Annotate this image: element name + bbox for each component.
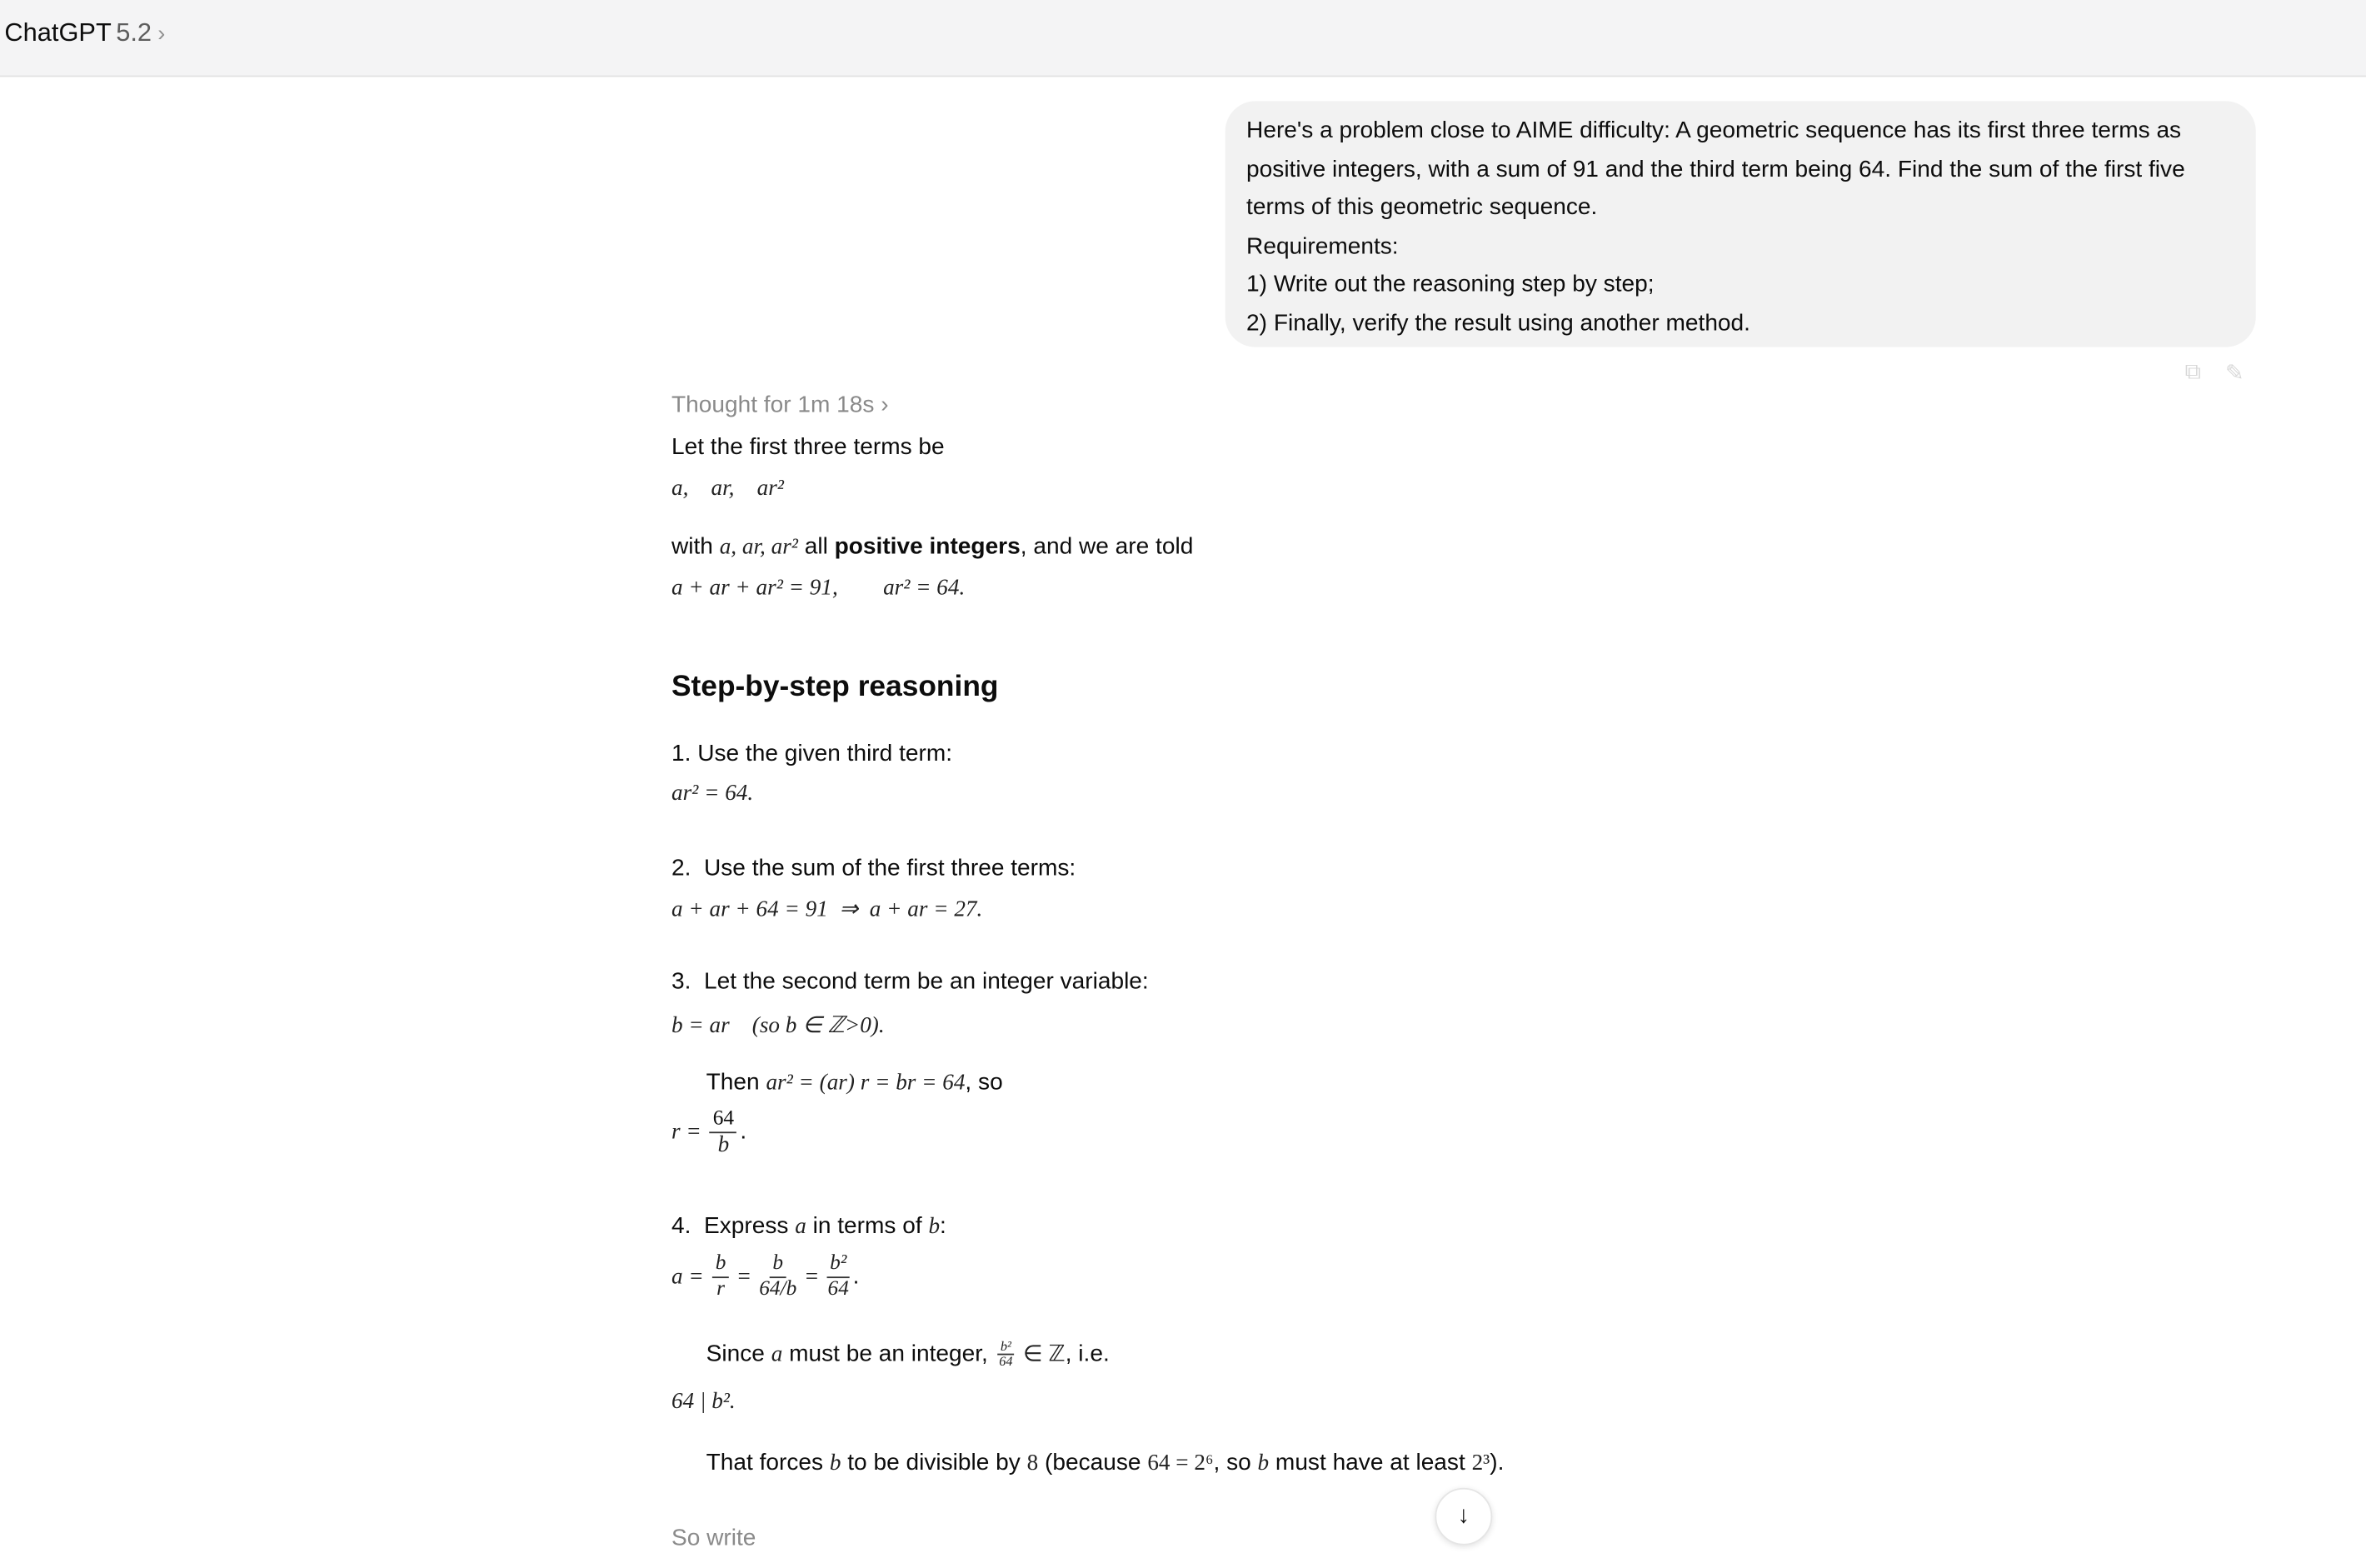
math: a, ar, ar² (719, 535, 798, 560)
arrow-down-icon: ↓ (1457, 1502, 1470, 1529)
chevron-right-icon: › (157, 21, 166, 47)
thought-toggle[interactable] (671, 392, 889, 420)
chevron-right-icon: › (881, 392, 889, 418)
math: ∈ ℤ (1017, 1342, 1066, 1367)
r-formula: r = $\frac{64}{b}$ . (671, 1107, 747, 1158)
step-2: 2. Use the sum of the first three terms: (671, 855, 1076, 881)
numerator: 64 (710, 1107, 737, 1133)
numerator: b (770, 1252, 786, 1278)
step-3-math: b = ar (so b ∈ ℤ>0). (671, 1014, 885, 1039)
with-line (671, 534, 1193, 562)
text: (because (1038, 1450, 1148, 1476)
then-line (706, 1070, 1003, 1097)
math: 64 = 2⁶ (1147, 1451, 1214, 1476)
top-bar (0, 0, 2366, 77)
step-1: 1. Use the given third term: (671, 741, 953, 767)
text: Then (706, 1070, 766, 1096)
intro-text: Let the first three terms be (671, 434, 945, 461)
numerator: b² (826, 1252, 850, 1278)
text: must have at least (1269, 1450, 1472, 1476)
text: , and we are told (1020, 534, 1194, 560)
text: That forces (706, 1450, 830, 1476)
math: b (829, 1451, 841, 1476)
step-4 (671, 1213, 946, 1241)
user-message (1225, 101, 2256, 347)
numerator: b (712, 1252, 729, 1278)
since-line (706, 1340, 1110, 1369)
step-2-math: a + ar + 64 = 91 ⇒ a + ar = 27. (671, 897, 983, 922)
text: Since (706, 1341, 771, 1367)
step-1-math: ar² = 64. (671, 782, 754, 806)
given-math: a + ar + ar² = 91, ar² = 64. (671, 576, 966, 601)
message-line: positive integers, with a sum of 91 and the third term being 64. Find the sum of the first five (1246, 156, 2185, 182)
message-line: terms of this geometric sequence. (1246, 194, 1598, 221)
text: must be an integer, (782, 1341, 995, 1367)
math: b (1257, 1451, 1270, 1476)
step-3: 3. Let the second term be an integer variable: (671, 968, 1149, 995)
denominator: 64 (999, 1354, 1013, 1370)
forces-line (706, 1451, 1505, 1478)
so-write-text: So write (671, 1526, 756, 1551)
model-version: 5.2 (116, 17, 152, 47)
divides-math: 64 | b². (671, 1390, 736, 1415)
text: all (797, 534, 835, 560)
math: r = (671, 1120, 707, 1145)
scroll-to-bottom-button[interactable] (1435, 1488, 1492, 1546)
copy-icon[interactable]: ⧉ (2184, 359, 2202, 385)
math: a (795, 1215, 806, 1239)
text: , so (1213, 1450, 1258, 1476)
text: 4. Express (671, 1213, 796, 1239)
math: 8 (1026, 1451, 1039, 1476)
section-heading: Step-by-step reasoning (671, 670, 999, 704)
math: 2³ (1471, 1451, 1490, 1476)
text: : (940, 1213, 946, 1239)
math: b (928, 1215, 941, 1239)
text: ). (1490, 1450, 1505, 1476)
bold-text: positive integers (834, 534, 1021, 560)
text: to be divisible by (841, 1450, 1027, 1476)
message-line: 1) Write out the reasoning step by step; (1246, 272, 1655, 298)
numerator: b² (997, 1341, 1014, 1356)
math: ar² = (ar) r = br = 64 (766, 1071, 966, 1096)
text: with (671, 534, 720, 560)
message-line: Here's a problem close to AIME difficulty: A geometric sequence has its first three terms as (1246, 117, 2182, 144)
message-line: Requirements: (1246, 233, 1399, 260)
model-selector[interactable] (4, 18, 165, 48)
text: , i.e. (1065, 1341, 1110, 1367)
terms-math: a, ar, ar² (671, 477, 784, 502)
edit-icon[interactable]: ✎ (2225, 360, 2244, 387)
denominator: r (716, 1278, 725, 1301)
math: a (771, 1342, 783, 1367)
denominator: 64 (827, 1278, 849, 1301)
math: a = (671, 1265, 710, 1290)
message-line: 2) Finally, verify the result using another method. (1246, 311, 1750, 337)
text: in terms of (806, 1213, 929, 1239)
denominator: 64/b (759, 1278, 797, 1301)
a-formula: a = $\frac{b}{r}$ = $\frac{b}{64/b}$ = $\frac{\text{b²}}{64}$ . (671, 1252, 860, 1301)
app-title: ChatGPT (4, 17, 112, 47)
text: , so (965, 1070, 1003, 1096)
thought-label: Thought for 1m 18s (671, 392, 875, 418)
denominator: b (717, 1133, 730, 1158)
